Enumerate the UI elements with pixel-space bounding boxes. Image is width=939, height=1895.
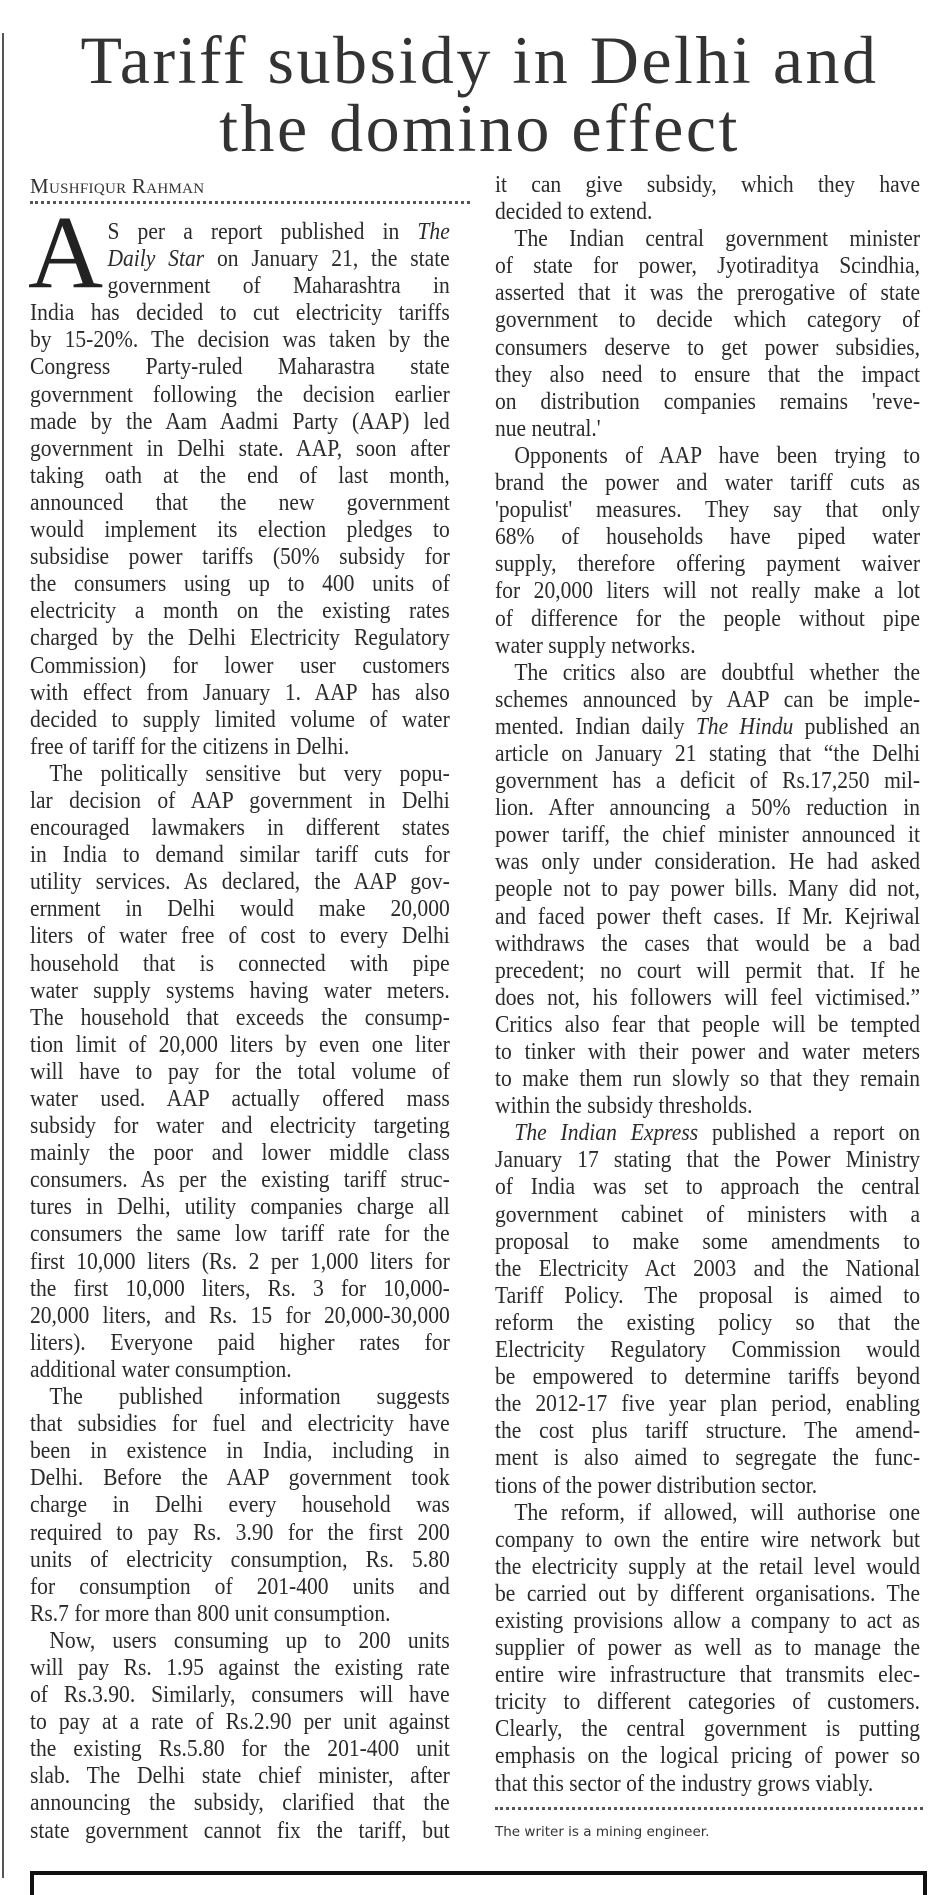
- text-line: encouraged lawmakers in different states: [30, 814, 450, 842]
- text-line: 'populist' measures. They say that only: [495, 496, 921, 524]
- text-line: additional water consumption.: [30, 1355, 292, 1383]
- text-line: Congress Party-ruled Maharastra state: [30, 353, 450, 381]
- text-line: government has a deficit of Rs.17,250 mil-: [495, 767, 921, 795]
- italic-publication-name: The Indian Express: [514, 1119, 699, 1147]
- footer-divider: [495, 1807, 923, 1810]
- italic-publication-name: Daily Star: [107, 245, 205, 273]
- text-line: taking oath at the end of last month,: [30, 461, 450, 489]
- text-line: government cabinet of ministers with a: [495, 1200, 921, 1228]
- text-line: announcing the subsidy, clarified that the: [30, 1789, 450, 1817]
- text-line: electricity a month on the existing rates: [30, 597, 450, 625]
- text-line: existing provisions allow a company to act as: [495, 1606, 921, 1634]
- text-line: the consumers using up to 400 units of: [30, 570, 450, 598]
- text-line: lar decision of AAP government in Delhi: [30, 786, 450, 814]
- text-line: required to pay Rs. 3.90 for the first 200: [30, 1518, 450, 1546]
- text-line: entire wire infrastructure that transmits elec-: [495, 1661, 921, 1689]
- text-line: would implement its election pledges to: [30, 516, 450, 544]
- text-line: Electricity Regulatory Commission would: [495, 1336, 921, 1364]
- text-line: 20,000 liters, and Rs. 15 for 20,000-30,000: [30, 1301, 450, 1329]
- text-line: utility services. As declared, the AAP gov-: [30, 868, 450, 896]
- text-line: ernment in Delhi would make 20,000: [30, 895, 450, 923]
- text-line: brand the power and water tariff cuts as: [495, 469, 921, 497]
- text-line: The reform, if allowed, will authorise one: [514, 1498, 921, 1526]
- text-line: nue neutral.': [495, 414, 601, 442]
- text-line: it can give subsidy, which they have: [495, 171, 921, 198]
- text-line: subsidise power tariffs (50% subsidy for: [30, 543, 450, 571]
- text-line: government following the decision earlier: [30, 380, 450, 408]
- headline-line-2: the domino effect: [219, 90, 740, 166]
- text-line: [495, 713, 920, 740]
- text-line: The critics also are doubtful whether the: [514, 658, 921, 686]
- text-segment: S per a report published in: [107, 218, 418, 245]
- text-line: the electricity supply at the retail level would: [495, 1552, 921, 1580]
- text-line: The household that exceeds the consump-: [30, 1003, 450, 1031]
- text-line: be empowered to determine tariffs beyond: [495, 1363, 921, 1391]
- text-line: The politically sensitive but very popu-: [49, 759, 450, 787]
- text-line: for consumption of 201-400 units and: [30, 1572, 450, 1600]
- text-line: government in Delhi state. AAP, soon after: [30, 434, 450, 462]
- text-line: 68% of households have piped water: [495, 523, 921, 551]
- text-line: company to own the entire wire network but: [495, 1525, 921, 1553]
- text-line: the 2012-17 five year plan period, enabling: [495, 1390, 921, 1418]
- text-line: free of tariff for the citizens in Delhi.: [30, 732, 350, 760]
- text-line: The Indian central government minister: [514, 225, 921, 253]
- text-line: January 17 stating that the Power Ministry: [495, 1146, 921, 1174]
- text-line: units of electricity consumption, Rs. 5.80: [30, 1545, 450, 1573]
- text-line: by 15-20%. The decision was taken by the: [30, 326, 450, 354]
- column-rule: [2, 33, 4, 1878]
- text-line: of difference for the people without pipe: [495, 604, 921, 632]
- drop-cap: A: [28, 195, 104, 310]
- text-line: tion limit of 20,000 liters by even one liter: [30, 1030, 450, 1058]
- text-line: announced that the new government: [30, 488, 450, 516]
- text-line: consumers the same low tariff rate for the: [30, 1220, 450, 1248]
- text-line: government to decide which category of: [495, 306, 921, 334]
- text-line: does not, his followers will feel victimised.”: [495, 983, 921, 1011]
- text-line: decided to extend.: [495, 198, 653, 226]
- text-line: Clearly, the central government is putting: [495, 1715, 921, 1743]
- text-line: emphasis on the logical pricing of power so: [495, 1742, 921, 1770]
- text-line: be carried out by different organisations. The: [495, 1579, 921, 1607]
- text-line: charged by the Delhi Electricity Regulatory: [30, 624, 450, 652]
- text-line: household that is connected with pipe: [30, 949, 450, 977]
- text-segment: published an: [793, 712, 921, 740]
- article-column-left: [30, 218, 450, 1844]
- text-line: tricity to different categories of customers.: [495, 1688, 921, 1716]
- text-line: supplier of power as well as to manage the: [495, 1634, 921, 1662]
- text-line: the existing Rs.5.80 for the 201-400 unit: [30, 1735, 450, 1763]
- text-line: India has decided to cut electricity tariffs: [30, 299, 450, 327]
- text-line: of Rs.3.90. Similarly, consumers will have: [30, 1681, 450, 1709]
- text-line: state government cannot fix the tariff, but: [30, 1816, 450, 1844]
- text-line: to make them run slowly so that they remain: [495, 1065, 921, 1093]
- text-line: Opponents of AAP have been trying to: [514, 441, 921, 469]
- text-segment: mented. Indian daily: [495, 712, 696, 740]
- text-line: charge in Delhi every household was: [30, 1491, 450, 1519]
- text-line: they also need to ensure that the impact: [495, 360, 921, 388]
- headline-line-1: Tariff subsidy in Delhi and: [80, 22, 879, 98]
- text-line: to pay at a rate of Rs.2.90 per unit against: [30, 1708, 450, 1736]
- text-line: people not to pay power bills. Many did not,: [495, 875, 921, 903]
- text-line: made by the Aam Aadmi Party (AAP) led: [30, 407, 450, 435]
- text-line: Now, users consuming up to 200 units: [49, 1626, 450, 1654]
- text-line: supply, therefore offering payment waiver: [495, 550, 921, 578]
- text-line: the first 10,000 liters, Rs. 3 for 10,000-: [30, 1274, 450, 1302]
- text-line: Commission) for lower user customers: [30, 651, 450, 679]
- text-line: slab. The Delhi state chief minister, after: [30, 1762, 450, 1790]
- text-line: will pay Rs. 1.95 against the existing rate: [30, 1653, 450, 1681]
- text-line: withdraws the cases that would be a bad: [495, 929, 921, 957]
- text-line: [30, 245, 450, 272]
- text-line: [30, 218, 450, 245]
- text-line: The published information suggests: [49, 1383, 450, 1411]
- text-line: of India was set to approach the central: [495, 1173, 921, 1201]
- text-line: ment is also aimed to segregate the func-: [495, 1444, 921, 1472]
- text-line: consumers deserve to get power subsidies,: [495, 333, 921, 361]
- text-line: water supply networks.: [495, 631, 696, 659]
- text-line: mainly the poor and lower middle class: [30, 1139, 450, 1167]
- text-line: precedent; no court will permit that. If he: [495, 956, 921, 984]
- text-line: tions of the power distribution sector.: [495, 1471, 818, 1499]
- text-line: first 10,000 liters (Rs. 2 per 1,000 liters for: [30, 1247, 450, 1275]
- text-line: with effect from January 1. AAP has also: [30, 678, 450, 706]
- text-line: consumers. As per the existing tariff struc-: [30, 1166, 450, 1194]
- text-line: in India to demand similar tariff cuts for: [30, 841, 450, 869]
- text-line: asserted that it was the prerogative of state: [495, 279, 921, 307]
- text-segment: on January 21, the state: [204, 245, 450, 273]
- text-line: lion. After announcing a 50% reduction in: [495, 794, 921, 822]
- text-line: water supply systems having water meters.: [30, 976, 450, 1004]
- article-column-right: [495, 171, 920, 1797]
- text-segment: published a report on: [698, 1119, 921, 1147]
- byline: Mushfiqur Rahman: [30, 174, 205, 198]
- text-line: on distribution companies remains 'reve-: [495, 387, 921, 415]
- text-line: will have to pay for the total volume of: [30, 1057, 450, 1085]
- text-line: been in existence in India, including in: [30, 1437, 450, 1465]
- italic-publication-name: The: [417, 218, 450, 245]
- text-line: Delhi. Before the AAP government took: [30, 1464, 450, 1492]
- text-line: article on January 21 stating that “the Delhi: [495, 739, 921, 767]
- text-line: proposal to make some amendments to: [495, 1227, 921, 1255]
- text-line: liters). Everyone paid higher rates for: [30, 1328, 450, 1356]
- text-line: the Electricity Act 2003 and the National: [495, 1254, 921, 1282]
- text-line: and faced power theft cases. If Mr. Kejriwal: [495, 902, 921, 930]
- bottom-box: [30, 1871, 927, 1895]
- text-line: government of Maharashtra in: [107, 272, 450, 300]
- text-line: decided to supply limited volume of water: [30, 705, 450, 733]
- text-line: tures in Delhi, utility companies charge all: [30, 1193, 450, 1221]
- text-line: that this sector of the industry grows viably.: [495, 1769, 874, 1797]
- text-line: power tariff, the chief minister announced it: [495, 821, 921, 849]
- text-line: to tinker with their power and water meters: [495, 1038, 921, 1065]
- text-line: water used. AAP actually offered mass: [30, 1085, 450, 1112]
- text-line: for 20,000 liters will not really make a lot: [495, 577, 921, 605]
- text-line: Rs.7 for more than 800 unit consumption.: [30, 1599, 391, 1627]
- text-line: was only under consideration. He had asked: [495, 848, 921, 876]
- text-line: liters of water free of cost to every Delhi: [30, 922, 450, 950]
- text-line: [495, 1119, 920, 1146]
- text-line: within the subsidy thresholds.: [495, 1092, 753, 1120]
- text-line: schemes announced by AAP can be imple-: [495, 685, 921, 713]
- text-line: that subsidies for fuel and electricity have: [30, 1410, 450, 1438]
- text-line: Critics also fear that people will be tempted: [495, 1010, 921, 1038]
- author-note: The writer is a mining engineer.: [495, 1824, 710, 1840]
- italic-publication-name: The Hindu: [695, 712, 794, 740]
- text-line: subsidy for water and electricity targeting: [30, 1112, 450, 1140]
- text-line: Tariff Policy. The proposal is aimed to: [495, 1281, 921, 1309]
- text-line: of state for power, Jyotiraditya Scindhia,: [495, 252, 921, 280]
- text-line: reform the existing policy so that the: [495, 1308, 921, 1336]
- text-line: the cost plus tariff structure. The amend-: [495, 1417, 921, 1445]
